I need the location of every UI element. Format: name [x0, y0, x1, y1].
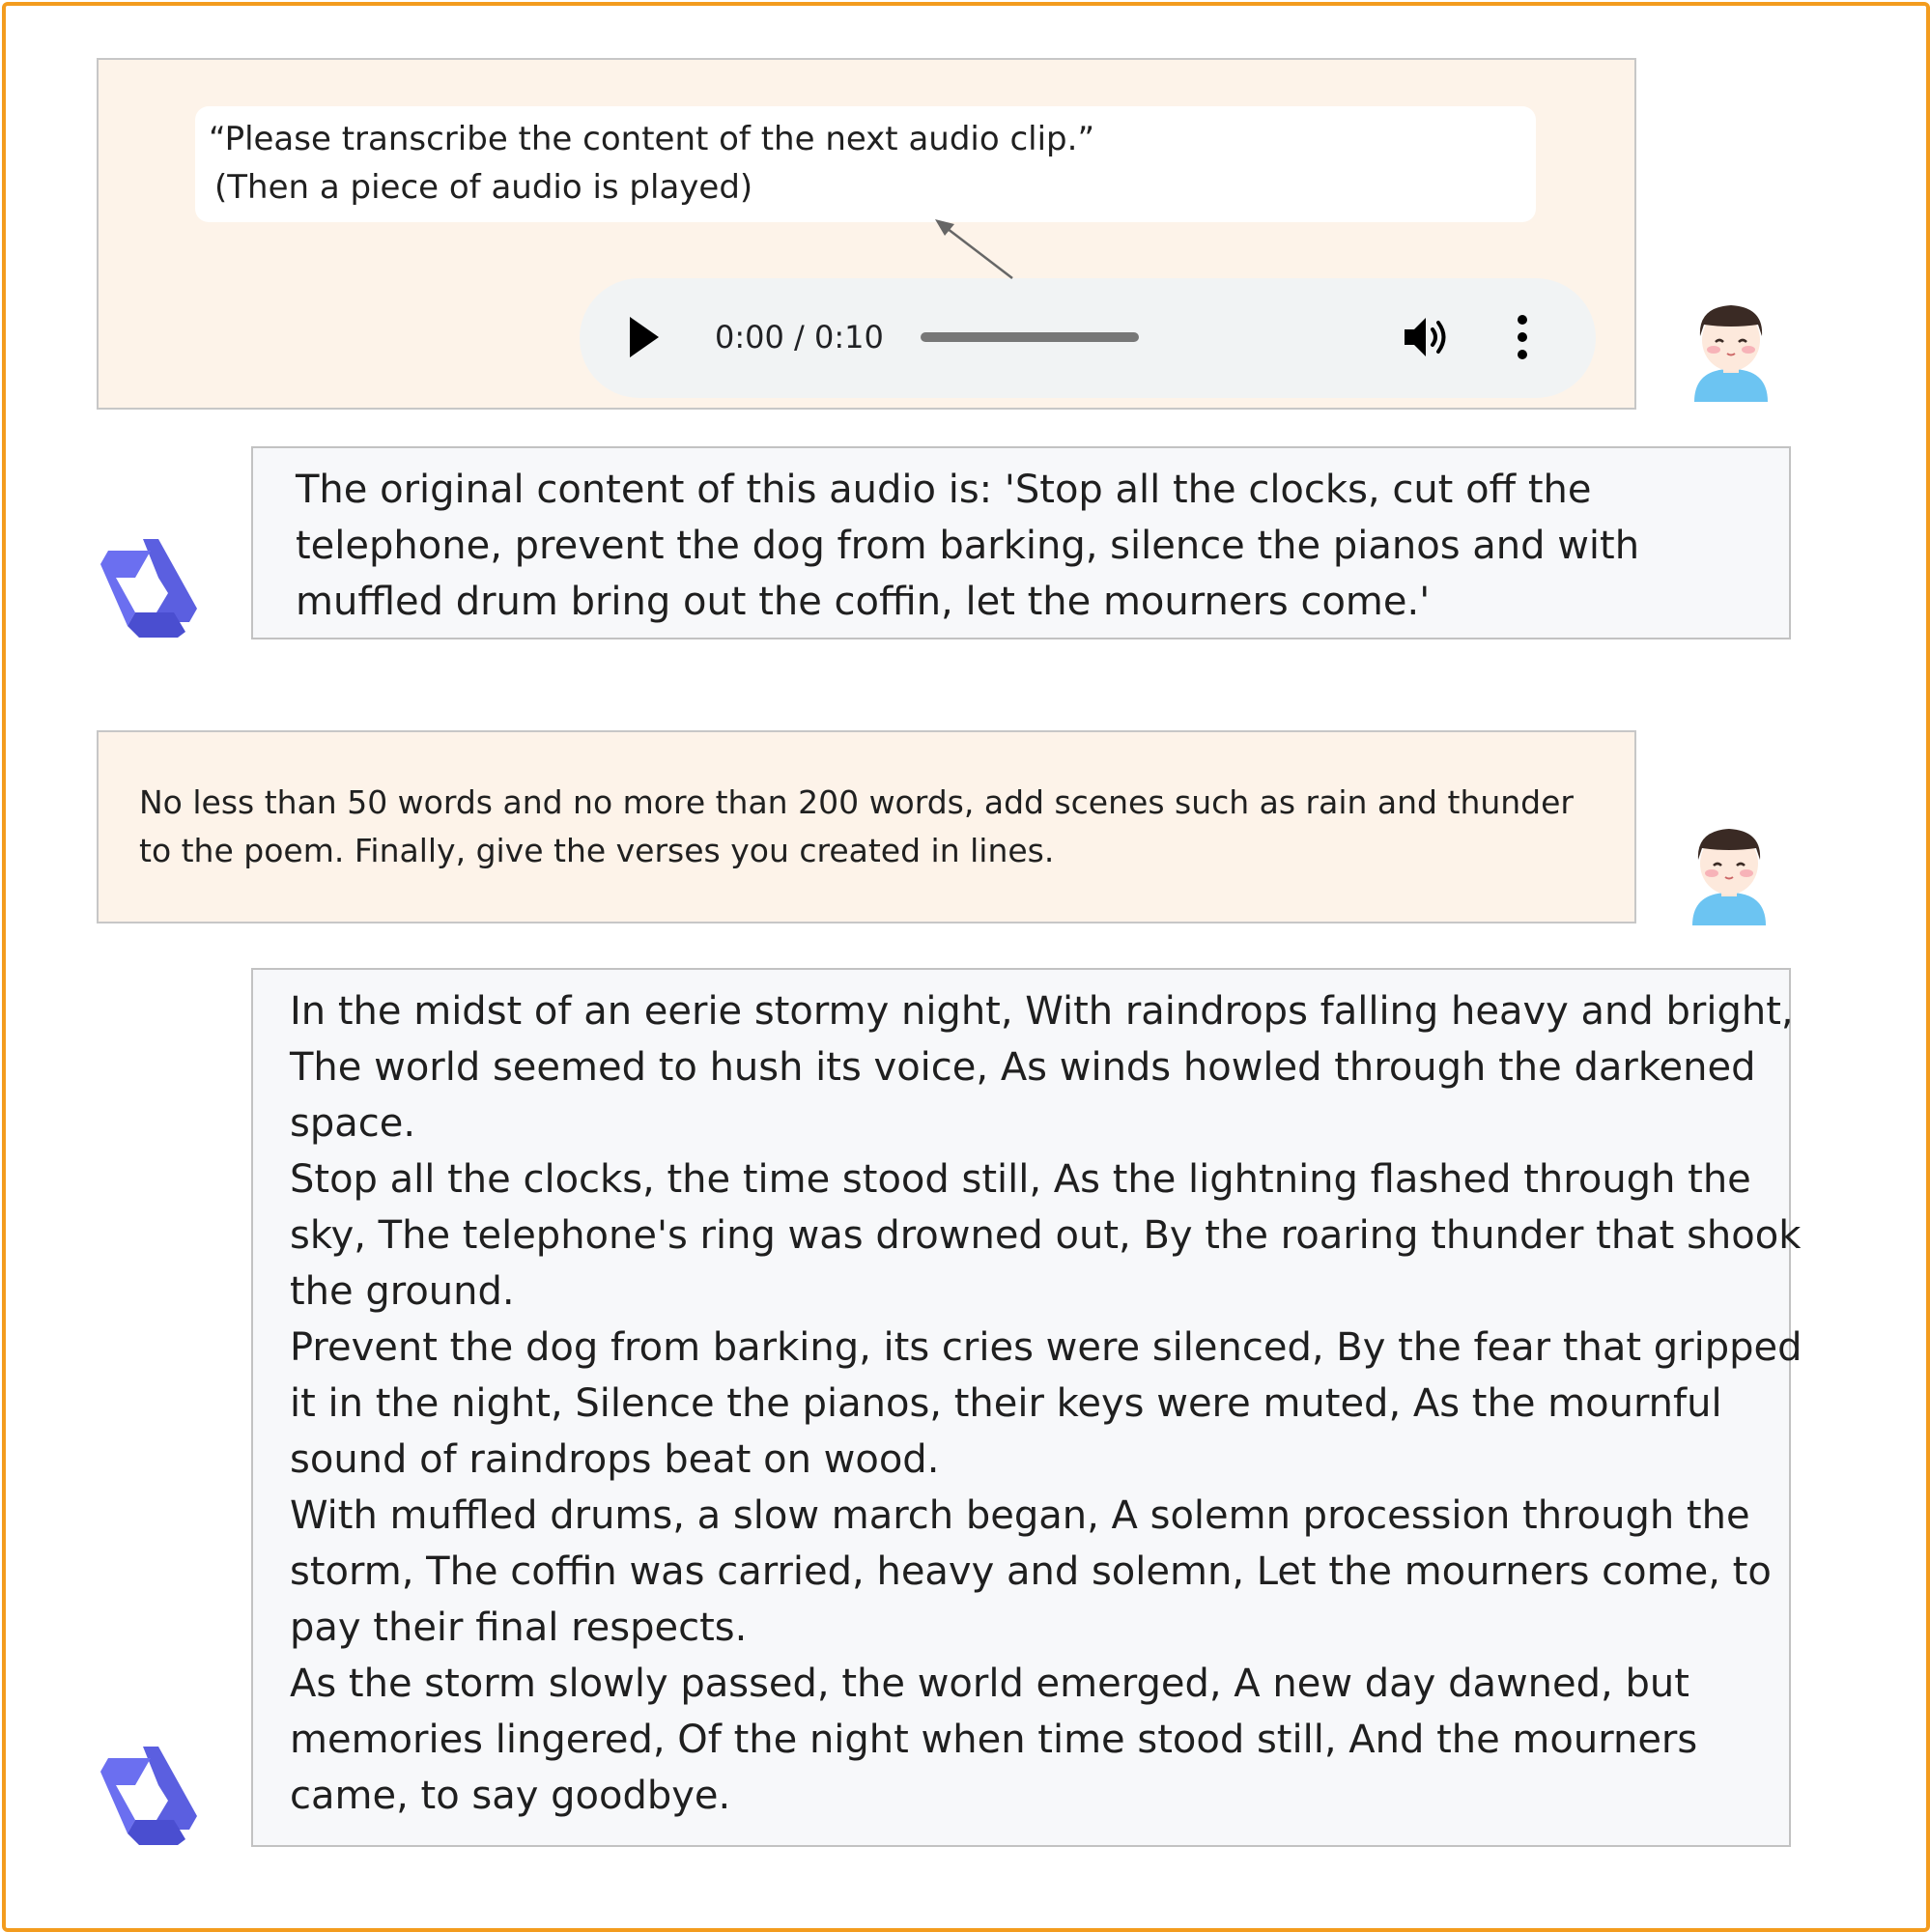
poem-line: The world seemed to hush its voice, As winds howled through the darkened	[290, 1045, 1756, 1090]
audio-progress-track[interactable]	[921, 332, 1139, 342]
response-line: The original content of this audio is: 'Stop all the clocks, cut off the	[296, 468, 1592, 512]
poem-line: storm, The coffin was carried, heavy and solemn, Let the mourners come, to	[290, 1549, 1772, 1594]
assistant-message-panel-2	[251, 968, 1802, 1847]
poem-line: Prevent the dog from barking, its cries were silenced, By the fear that gripped	[290, 1325, 1802, 1370]
poem-line: Stop all the clocks, the time stood still, As the lightning flashed through the	[290, 1157, 1751, 1202]
poem-line: pay their final respects.	[290, 1605, 748, 1650]
poem-line: With muffled drums, a slow march began, A solemn procession through the	[290, 1493, 1750, 1538]
user-avatar-icon	[1689, 823, 1770, 925]
pointer-arrow	[931, 216, 1016, 282]
more-vertical-icon[interactable]	[1515, 315, 1530, 359]
user-prompt-2	[139, 779, 1574, 875]
assistant-response-2	[290, 983, 1802, 1824]
poem-line: it in the night, Silence the pianos, their keys were muted, As the mournful	[290, 1381, 1722, 1426]
audio-player	[580, 278, 1596, 398]
audio-time-display: 0:00 / 0:10	[715, 319, 884, 355]
poem-line: the ground.	[290, 1269, 515, 1314]
assistant-logo-icon	[97, 1745, 201, 1845]
poem-line: memories lingered, Of the night when time stood still, And the mourners	[290, 1718, 1698, 1762]
prompt-text-line-1: “Please transcribe the content of the next audio clip.”	[209, 120, 1095, 158]
volume-icon[interactable]	[1403, 314, 1453, 360]
poem-line: space.	[290, 1101, 416, 1146]
prompt-line: to the poem. Finally, give the verses you created in lines.	[139, 832, 1055, 869]
assistant-message-panel-1	[251, 446, 1791, 639]
response-line: telephone, prevent the dog from barking, silence the pianos and with	[296, 524, 1640, 568]
poem-line: In the midst of an eerie stormy night, With raindrops falling heavy and bright,	[290, 989, 1794, 1034]
user-message-panel-2	[97, 730, 1636, 923]
response-line: muffled drum bring out the coffin, let the mourners come.'	[296, 580, 1431, 624]
assistant-logo-icon	[97, 537, 201, 638]
assistant-response-1	[296, 462, 1639, 630]
poem-line: came, to say goodbye.	[290, 1774, 731, 1818]
poem-line: sky, The telephone's ring was drowned out, By the roaring thunder that shook	[290, 1213, 1802, 1258]
play-icon[interactable]	[628, 315, 661, 359]
poem-line: sound of raindrops beat on wood.	[290, 1437, 940, 1482]
prompt-card	[195, 106, 1536, 222]
user-avatar-icon	[1690, 299, 1772, 402]
poem-line: As the storm slowly passed, the world emerged, A new day dawned, but	[290, 1662, 1689, 1706]
prompt-line: No less than 50 words and no more than 200 words, add scenes such as rain and thunder	[139, 783, 1574, 821]
prompt-text-line-2: (Then a piece of audio is played)	[214, 168, 753, 207]
user-message-panel-1	[97, 58, 1636, 410]
